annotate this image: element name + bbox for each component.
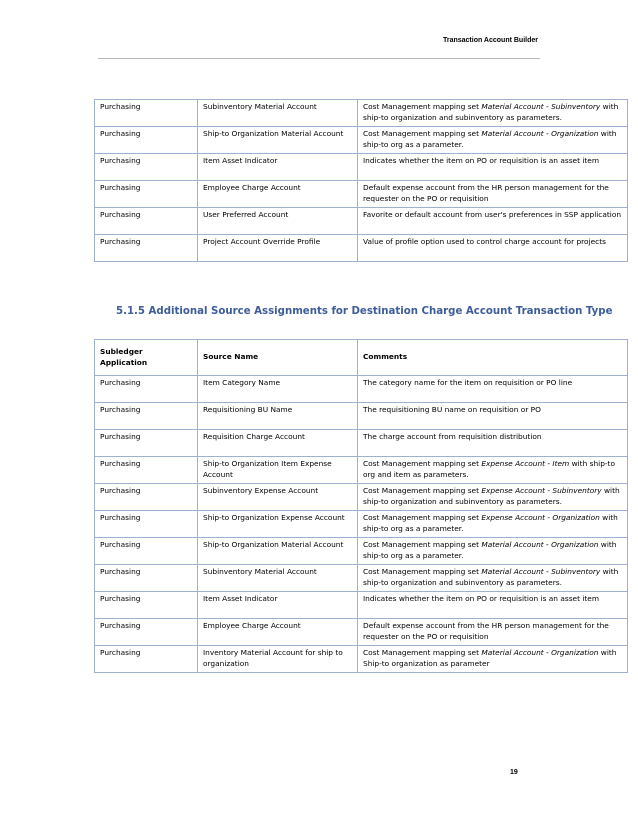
source-assignments-table-continued: [94, 99, 628, 262]
mapping-set-name: Material Account - Organization: [481, 648, 599, 657]
comments-cell: [358, 235, 628, 262]
source-name-cell: Subinventory Material Account: [198, 100, 358, 127]
comments-cell: [358, 646, 628, 673]
source-name-cell: Ship-to Organization Material Account: [198, 127, 358, 154]
table-row: [95, 430, 628, 457]
table-row: [95, 154, 628, 181]
subledger-application-cell: Purchasing: [95, 646, 198, 673]
section-heading: 5.1.5 Additional Source Assignments for Destination Charge Account Transaction Type: [116, 306, 613, 317]
comment-text: Cost Management mapping set: [363, 648, 482, 657]
mapping-set-name: Expense Account - Subinventory: [481, 486, 602, 495]
comment-text: Default expense account from the HR person management for the requester on the PO or requisition: [363, 621, 609, 641]
subledger-application-cell: Purchasing: [95, 511, 198, 538]
comments-cell: [358, 619, 628, 646]
table-row: [95, 565, 628, 592]
comment-text: with Ship-to organization as parameter: [363, 648, 617, 668]
mapping-set-name: Material Account - Subinventory: [481, 102, 601, 111]
comment-text: Cost Management mapping set: [363, 540, 482, 549]
comment-text: Cost Management mapping set: [363, 567, 482, 576]
source-name-cell: Employee Charge Account: [198, 181, 358, 208]
table-row: [95, 403, 628, 430]
comments-cell: [358, 430, 628, 457]
comment-text: Default expense account from the HR person management for the requester on the PO or requisition: [363, 183, 609, 203]
table-row: [95, 208, 628, 235]
table-row: [95, 592, 628, 619]
comment-text: Favorite or default account from user's preferences in SSP application: [363, 210, 622, 219]
table-row: [95, 511, 628, 538]
source-name-cell: Subinventory Expense Account: [198, 484, 358, 511]
comments-cell: [358, 484, 628, 511]
source-name-cell: Employee Charge Account: [198, 619, 358, 646]
source-name-cell: User Preferred Account: [198, 208, 358, 235]
column-header-source-name: Source Name: [198, 340, 358, 376]
source-name-cell: Project Account Override Profile: [198, 235, 358, 262]
table-row: [95, 235, 628, 262]
source-name-cell: Inventory Material Account for ship to organization: [198, 646, 358, 673]
comments-cell: [358, 181, 628, 208]
table-body: [95, 100, 628, 262]
comment-text: The category name for the item on requisition or PO line: [363, 378, 573, 387]
comments-cell: [358, 565, 628, 592]
source-name-cell: Ship-to Organization Item Expense Account: [198, 457, 358, 484]
mapping-set-name: Material Account - Subinventory: [481, 567, 601, 576]
source-name-cell: Item Asset Indicator: [198, 154, 358, 181]
subledger-application-cell: Purchasing: [95, 154, 198, 181]
comment-text: with ship-to organization and subinventory as parameters.: [363, 567, 619, 587]
comment-text: with ship-to org as a parameter.: [363, 129, 617, 149]
page-number: 19: [510, 769, 518, 776]
subledger-application-cell: Purchasing: [95, 565, 198, 592]
table-row: [95, 100, 628, 127]
comments-cell: [358, 538, 628, 565]
source-name-cell: Ship-to Organization Material Account: [198, 538, 358, 565]
comments-cell: [358, 154, 628, 181]
table-row: [95, 646, 628, 673]
source-name-cell: Ship-to Organization Expense Account: [198, 511, 358, 538]
table-header-row: [95, 340, 628, 376]
comment-text: with ship-to organization and subinventory as parameters.: [363, 102, 619, 122]
comments-cell: [358, 100, 628, 127]
subledger-application-cell: Purchasing: [95, 619, 198, 646]
subledger-application-cell: Purchasing: [95, 538, 198, 565]
comment-text: Cost Management mapping set: [363, 129, 482, 138]
mapping-set-name: Material Account - Organization: [481, 540, 599, 549]
comment-text: Cost Management mapping set: [363, 513, 482, 522]
comment-text: with ship-to org as a parameter.: [363, 540, 617, 560]
source-name-cell: Item Asset Indicator: [198, 592, 358, 619]
comment-text: with ship-to org and item as parameters.: [363, 459, 615, 479]
comments-cell: [358, 376, 628, 403]
comment-text: Indicates whether the item on PO or requisition is an asset item: [363, 156, 600, 165]
destination-charge-account-sources-table: [94, 339, 628, 673]
comment-text: Value of profile option used to control charge account for projects: [363, 237, 606, 246]
column-header-subledger-application: Subledger Application: [95, 340, 198, 376]
table-row: [95, 538, 628, 565]
column-header-comments: Comments: [358, 340, 628, 376]
subledger-application-cell: Purchasing: [95, 100, 198, 127]
header-divider: [98, 58, 540, 59]
table-row: [95, 484, 628, 511]
comments-cell: [358, 403, 628, 430]
comment-text: with ship-to org as a parameter.: [363, 513, 618, 533]
subledger-application-cell: Purchasing: [95, 208, 198, 235]
subledger-application-cell: Purchasing: [95, 592, 198, 619]
table-row: [95, 457, 628, 484]
subledger-application-cell: Purchasing: [95, 181, 198, 208]
table-row: [95, 619, 628, 646]
table-row: [95, 376, 628, 403]
subledger-application-cell: Purchasing: [95, 430, 198, 457]
comment-text: Cost Management mapping set: [363, 102, 482, 111]
mapping-set-name: Material Account - Organization: [481, 129, 599, 138]
table-body: [95, 376, 628, 673]
comments-cell: [358, 511, 628, 538]
mapping-set-name: Expense Account - Item: [481, 459, 570, 468]
comment-text: Indicates whether the item on PO or requisition is an asset item: [363, 594, 600, 603]
comment-text: Cost Management mapping set: [363, 459, 482, 468]
table-row: [95, 181, 628, 208]
table-header: [95, 340, 628, 376]
comments-cell: [358, 208, 628, 235]
comments-cell: [358, 592, 628, 619]
comment-text: The requisitioning BU name on requisition or PO: [363, 405, 541, 414]
subledger-application-cell: Purchasing: [95, 127, 198, 154]
comment-text: with ship-to organization and subinventory as parameters.: [363, 486, 620, 506]
comment-text: Cost Management mapping set: [363, 486, 482, 495]
document-header-title: Transaction Account Builder: [442, 37, 538, 44]
source-name-cell: Requisitioning BU Name: [198, 403, 358, 430]
source-name-cell: Subinventory Material Account: [198, 565, 358, 592]
source-name-cell: Requisition Charge Account: [198, 430, 358, 457]
subledger-application-cell: Purchasing: [95, 376, 198, 403]
subledger-application-cell: Purchasing: [95, 403, 198, 430]
source-name-cell: Item Category Name: [198, 376, 358, 403]
comment-text: The charge account from requisition distribution: [363, 432, 542, 441]
subledger-application-cell: Purchasing: [95, 457, 198, 484]
comments-cell: [358, 457, 628, 484]
comments-cell: [358, 127, 628, 154]
mapping-set-name: Expense Account - Organization: [481, 513, 600, 522]
subledger-application-cell: Purchasing: [95, 484, 198, 511]
table-row: [95, 127, 628, 154]
subledger-application-cell: Purchasing: [95, 235, 198, 262]
